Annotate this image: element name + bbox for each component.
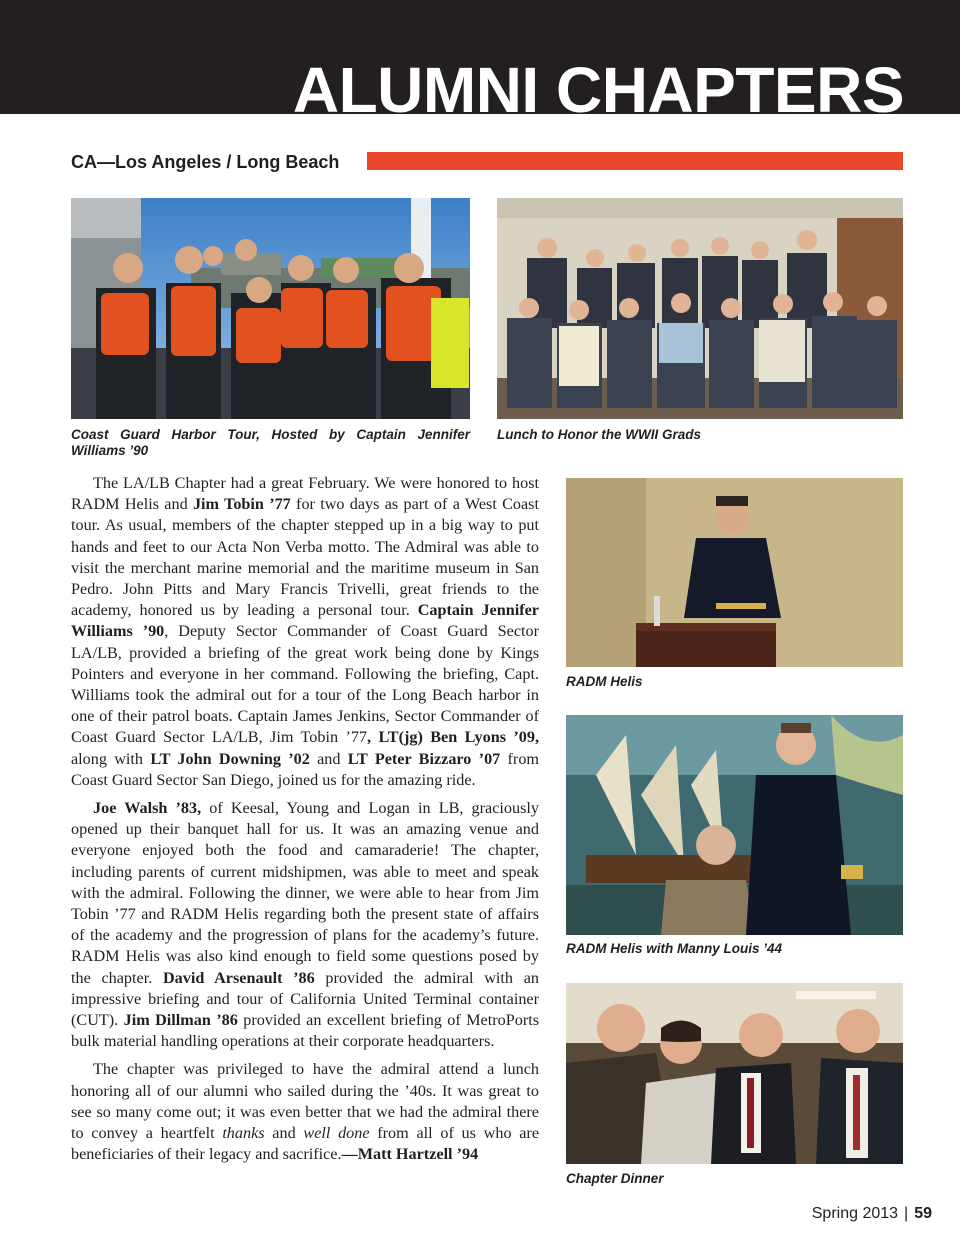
folio-separator: | bbox=[904, 1205, 909, 1222]
photo-wwii-lunch bbox=[497, 198, 903, 419]
page-number: 59 bbox=[914, 1205, 932, 1222]
photo-harbor-tour bbox=[71, 198, 470, 419]
article-body bbox=[71, 473, 539, 1173]
article-paragraph-3: The chapter was privileged to have the admiral attend a lunch honoring all of our alumni who sailed during the ’40s. It was great to see so many come out; it was even better that we had the admiral there to convey a heartfelt thanks and well done from all of us who are beneficiaries of their legacy and sacrifice.—Matt Hartzell ’94 bbox=[71, 1060, 540, 1164]
caption-harbor-tour: Coast Guard Harbor Tour, Hosted by Captain Jennifer Williams ’90 bbox=[71, 427, 470, 458]
caption-chapter-dinner: Chapter Dinner bbox=[566, 1171, 664, 1186]
article-paragraph-2: Joe Walsh ’83, of Keesal, Young and Logan in LB, graciously opened up their banquet hall for us. It was an amazing venue and everyone enjoyed both the food and camaraderie! The chapter, including parents of current midshipmen, was able to meet and speak with the admiral. Following the dinner, we were able to hear from Jim Tobin ’77 and RADM Helis regarding both the present state of affairs of the academy and the progression of plans for the academy’s future. RADM Helis was also kind enough to field some questions posed by the chapter. David Arsenault ’86 provided the admiral with an impressive briefing and tour of California United Terminal container (CUT). Jim Dillman ’86 provided an excellent briefing of MetroPorts bulk material handling operations at their corporate headquarters. bbox=[71, 799, 540, 1051]
issue-label: Spring 2013 bbox=[811, 1205, 899, 1222]
page-folio bbox=[812, 1205, 932, 1223]
section-accent-bar bbox=[367, 152, 903, 170]
article-paragraph-1: The LA/LB Chapter had a great February. We were honored to host RADM Helis and Jim Tobin ’77 for two days as part of a West Coast tour. As usual, members of the chapter stepped up in a big way to put hands and feet to our Acta Non Verba motto. The Admiral was able to visit the merchant marine memorial and the maritime museum in San Pedro. John Pitts and Mary Francis Trivelli, great friends to the academy, honored us by leading a personal tour. Captain Jennifer Williams ’90, Deputy Sector Commander of Coast Guard Sector LA/LB, provided a briefing of the great work being done by Kings Pointers and everyone in her command. Following the briefing, Capt. Williams took the admiral out for a tour of the Long Beach harbor in one of their patrol boats. Captain James Jenkins, Sector Commander of Coast Guard Sector LA/LB, Jim Tobin ’77, LT(jg) Ben Lyons ’09, along with LT John Downing ’02 and LT Peter Bizzaro ’07 from Coast Guard Sector San Diego, joined us for the amazing ride. bbox=[71, 474, 540, 789]
page-title: ALUMNI CHAPTERS bbox=[292, 54, 904, 126]
photo-chapter-dinner bbox=[566, 983, 903, 1164]
photo-radm-manny bbox=[566, 715, 903, 935]
caption-radm-helis: RADM Helis bbox=[566, 674, 643, 689]
caption-radm-manny: RADM Helis with Manny Louis ’44 bbox=[566, 941, 783, 956]
caption-wwii-lunch: Lunch to Honor the WWII Grads bbox=[497, 427, 701, 442]
photo-radm-helis bbox=[566, 478, 903, 667]
section-heading: CA—Los Angeles / Long Beach bbox=[71, 152, 340, 172]
